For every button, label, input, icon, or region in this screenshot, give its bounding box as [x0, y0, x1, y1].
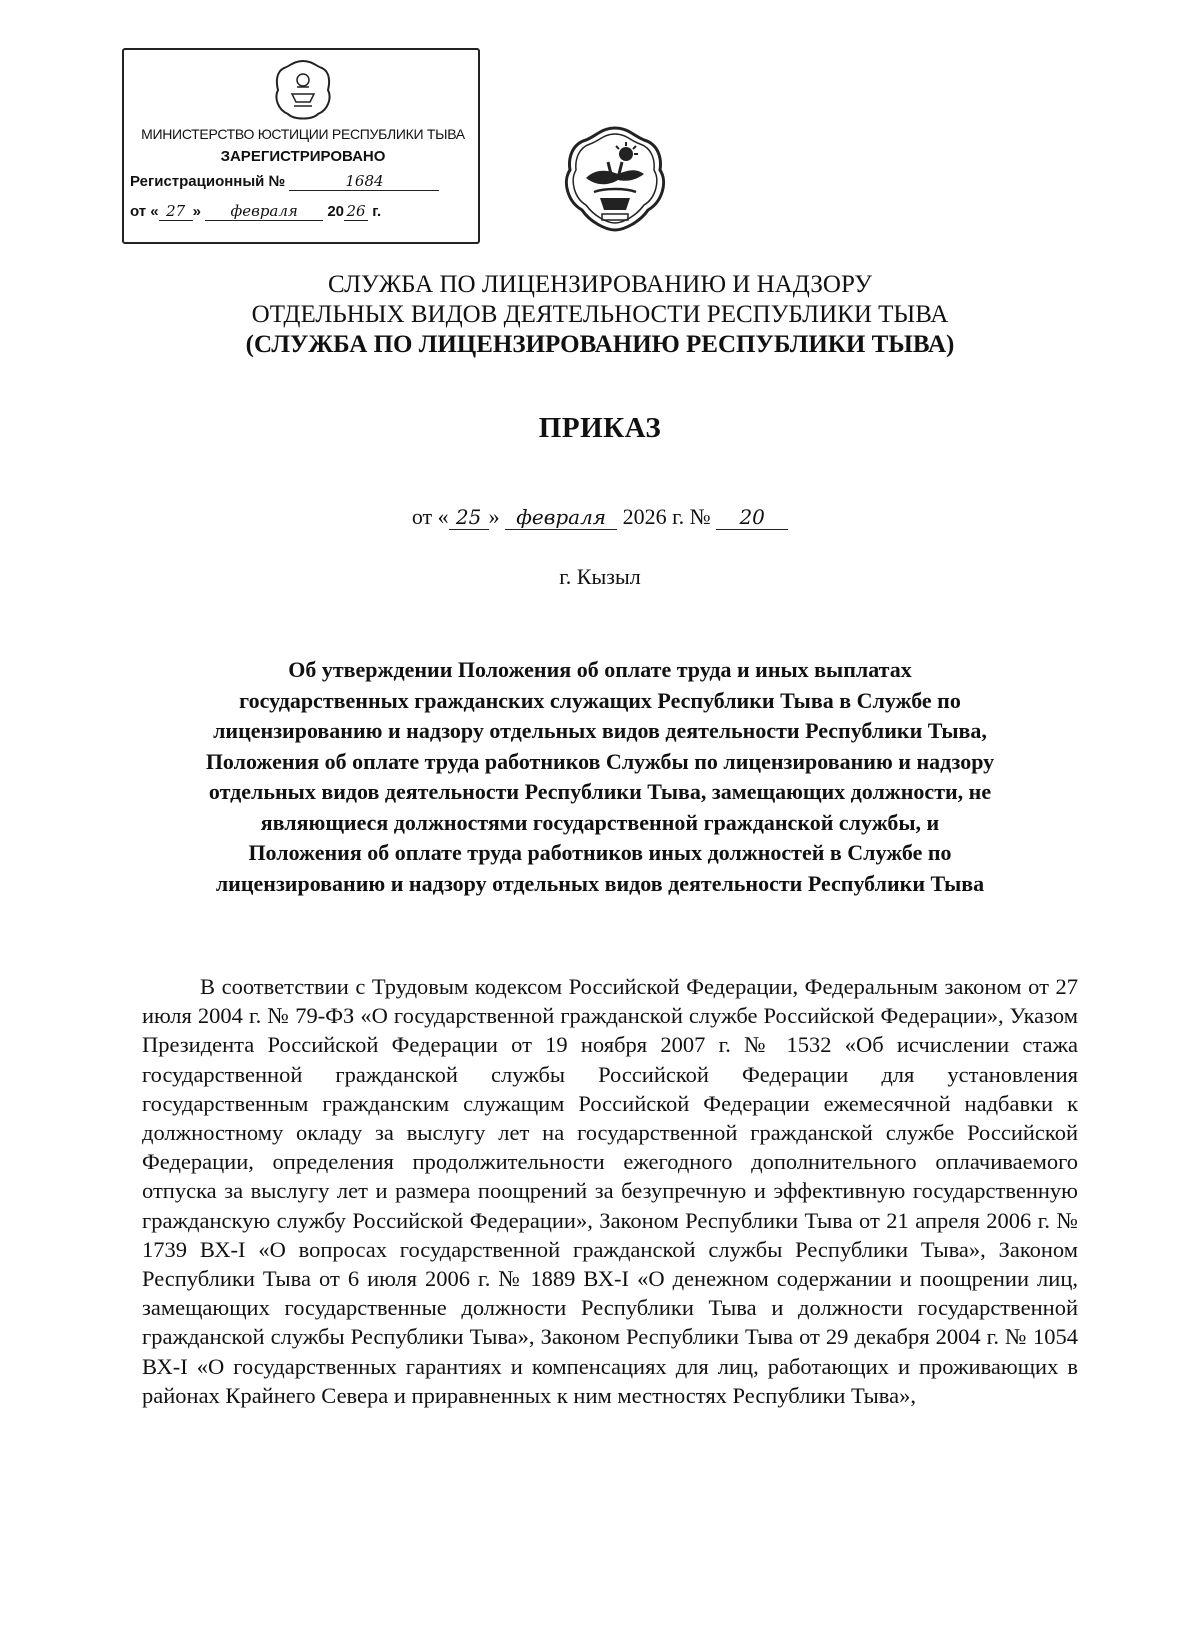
body-paragraph: В соответствии с Трудовым кодексом Российской Федерации, Федеральным законом от 27 июля 2004 г. № 79-ФЗ «О государственной гражданской службе Российской Федерации», Указом Президента Российской Федерации от 19 ноября 2007 г. № 1532 «Об исчислении стажа государственной гражданской службы Российской Федерации для установления государственным гражданским служащим Российской Федерации ежемесячной надбавки к должностному окладу за выслугу лет на государственной гражданской службе Российской Федерации, определения продолжительности ежегодного дополнительного оплачиваемого отпуска за выслугу лет и размера поощрений за безупречную и эффективную государственную гражданскую службу Российской Федерации», Законом Республики Тыва от 21 апреля 2006 г. № 1739 ВХ-I «О вопросах государственной гражданской службы Республики Тыва», Законом Республики Тыва от 6 июля 2006 г. № 1889 ВХ-I «О денежном содержании и поощрении лиц, замещающих государственные должности Республики Тыва и должности государственной гражданской службы Республики Тыва», Законом Республики Тыва от 29 декабря 2004 г. № 1054 ВХ-I «О государственных гарантиях и компенсациях для лиц, работающих и проживающих в районах Крайнего Севера и приравненных к ним местностях Республики Тыва»,	[142, 974, 1078, 1408]
order-city: г. Кызыл	[559, 564, 641, 589]
stamp-reg-number: 1684	[289, 172, 439, 191]
subject-line: являющиеся должностями государственной гражданской службы, и	[260, 809, 940, 835]
subject-line: Положения об оплате труда работников Службы по лицензированию и надзору	[205, 748, 995, 774]
order-mid: »	[488, 504, 500, 529]
stamp-month: февраля	[205, 202, 323, 221]
republic-emblem-icon	[556, 122, 674, 240]
stamp-date-row	[130, 202, 476, 221]
subject-line: Об утверждении Положения об оплате труда и иных выплатах	[288, 657, 912, 682]
subject-line: лицензированию и надзору отдельных видов деятельности Республики Тыва	[215, 870, 985, 896]
stamp-from-mid: »	[192, 203, 201, 220]
subject-line: государственных гражданских служащих Республики Тыва в Службе по	[239, 687, 961, 713]
subject-line: Положения об оплате труда работников иных должностей в Службе по	[248, 840, 952, 865]
order-year: 2026 г. №	[622, 504, 711, 529]
stamp-reg-row	[130, 172, 476, 191]
stamp-day: 27	[159, 202, 193, 221]
stamp-status: ЗАРЕГИСТРИРОВАНО	[220, 148, 386, 165]
document-title: ПРИКАЗ	[538, 412, 662, 444]
stamp-reg-label: Регистрационный №	[130, 173, 286, 190]
order-date-line	[100, 504, 1100, 530]
order-subject	[130, 655, 1070, 899]
subject-line: отдельных видов деятельности Республики Тыва, замещающих должности, не	[208, 779, 992, 804]
order-month: февраля	[505, 505, 617, 530]
stamp-ministry: МИНИСТЕРСТВО ЮСТИЦИИ РЕСПУБЛИКИ ТЫВА	[141, 126, 465, 142]
subject-line: лицензированию и надзору отдельных видов деятельности Республики Тыва,	[213, 718, 987, 743]
registration-stamp	[122, 48, 480, 244]
order-number: 20	[716, 505, 788, 530]
org-line-2: ОТДЕЛЬНЫХ ВИДОВ ДЕЯТЕЛЬНОСТИ РЕСПУБЛИКИ ТЫВА	[251, 301, 949, 328]
organization-header	[100, 270, 1100, 360]
org-line-1: СЛУЖБА ПО ЛИЦЕНЗИРОВАНИЮ И НАДЗОРУ	[328, 271, 872, 298]
order-day: 25	[449, 505, 489, 530]
stamp-year-prefix: 20	[327, 203, 345, 220]
stamp-emblem-icon	[272, 58, 334, 124]
order-from-prefix: от «	[411, 504, 449, 529]
org-line-3: (СЛУЖБА ПО ЛИЦЕНЗИРОВАНИЮ РЕСПУБЛИКИ ТЫВА)	[245, 331, 955, 358]
stamp-year-suffix: 26	[344, 202, 368, 221]
stamp-year-end: г.	[372, 203, 382, 220]
stamp-from-prefix: от «	[130, 203, 159, 220]
